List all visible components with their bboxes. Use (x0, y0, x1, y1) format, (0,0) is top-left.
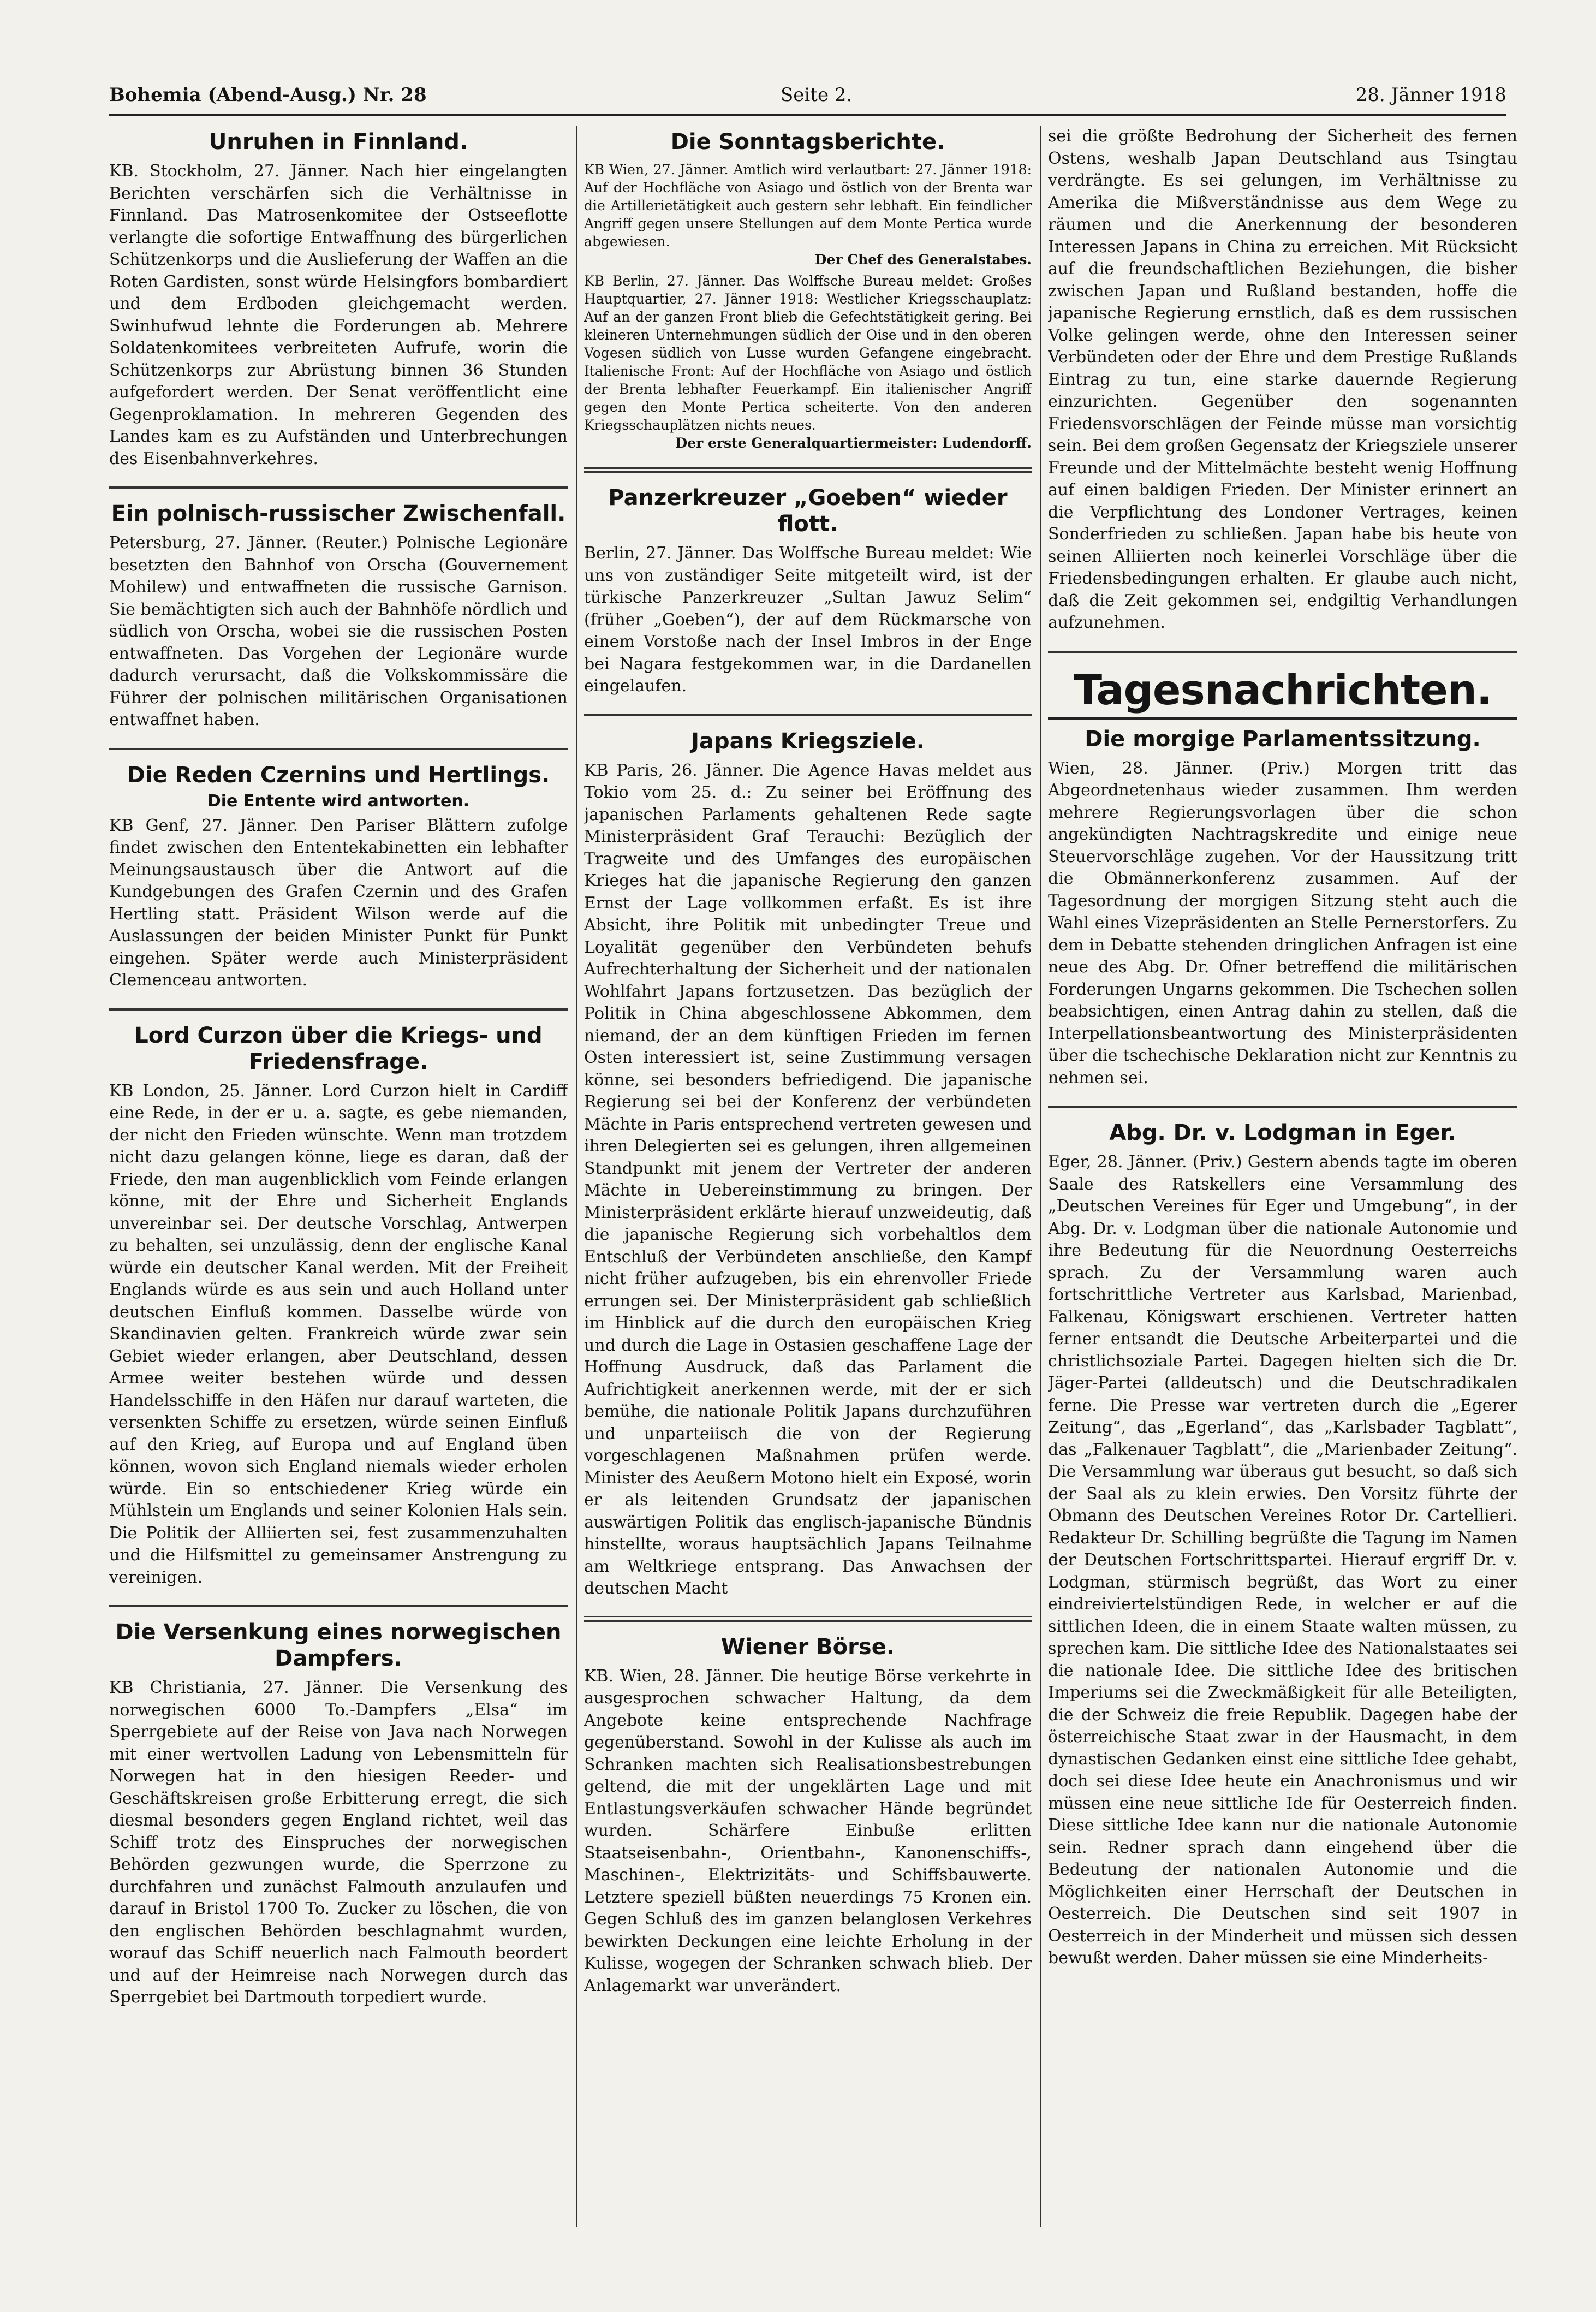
article-lodgman-eger (1048, 1120, 1517, 1970)
article-subhead: Die Entente wird antworten. (207, 791, 470, 811)
column-divider (1040, 126, 1041, 2227)
article-polnisch-russisch (109, 501, 568, 732)
article-japans-kriegsziele (584, 728, 1032, 1600)
article-body: KB Christiania, 27. Jänner. Die Versenkung des norwegischen 6000 To.-Dampfers „Elsa“ im Sperrgebiete auf der Reise von Java nach Norwegen mit einer wertvollen Ladung von Lebensmitteln für Norwegen hat in den hiesigen Reeder- und Geschäftskreisen große Erbitterung erregt, die sich diesmal besonders gegen England richtet, weil das Schiff trotz des Einspruches der norwegischen Behörden gezwungen wurde, die Sperrzone zu durchfahren und zunächst Falmouth anzulaufen und darauf in Bristol 1700 To. Zucker zu löschen, die von den englischen Behörden beschlagnahmt wurden, worauf das Schiff neuerlich nach Falmouth beordert und auf der Heimreise nach Norwegen durch das Sperrgebiet bei Dartmouth torpediert wurde. (109, 1678, 568, 2007)
article-body: KB. Wien, 28. Jänner. Die heutige Börse verkehrte in ausgesprochen schwacher Haltung, da dem Angebote keine entsprechende Nachfrage gegenüberstand. Sowohl in der Kulisse als auch im Schranken machten sich Realisationsbestrebungen geltend, die mit der ungeklärten Lage und mit Entlastungsverkäufen schwacher Hände begründet wurden. Schärfere Einbuße erlitten Staatseisenbahn-, Orientbahn-, Kanonenschiffs-, Maschinen-, Elektrizitäts- und Schiffsbauwerte. Letztere speziell büßten neuerdings 75 Kronen ein. Gegen Schluß des im ganzen belanglosen Verkehres bewirkten Deckungen eine leichte Erholung in der Kulisse, wogegen der Schranken schwach blieb. Der Anlagemarkt war unverändert. (584, 1666, 1032, 1995)
article-separator (584, 714, 1032, 716)
column-right (1048, 126, 1517, 1986)
article-headline: Die Sonntagsberichte. (670, 129, 945, 154)
article-headline: Wiener Börse. (720, 1634, 895, 1660)
article-separator (1048, 1106, 1517, 1108)
article-parlamentssitzung (1048, 726, 1517, 1090)
article-signature: Der Chef des Generalstabes. (814, 252, 1032, 268)
article-headline: Ein polnisch-russischer Zwischenfall. (111, 501, 566, 526)
article-body: KB. Stockholm, 27. Jänner. Nach hier eingelangten Berichten verschärfen sich die Verhältnisse in Finnland. Das Matrosenkomitee der Ostseeflotte verlangte die sofortige Entwaffnung des bürgerlichen Schützenkorps und die Auslieferung der Waffen an die Roten Gardisten, sonst würde Helsingfors bombardiert und dem Erdboden gleichgemacht werden. Swinhufwud lehnte die Forderungen ab. Mehrere Soldatenkomitees verbreiteten Aufrufe, worin die Schützenkorps zur Abrüstung binnen 36 Stunden aufgefordert werden. Der Senat veröffentlicht eine Gegenproklamation. In mehreren Gegenden des Landes kam es zu Aufständen und Unterbrechungen des Eisenbahnverkehres. (109, 162, 568, 468)
article-separator (109, 748, 568, 750)
article-czernin-hertling (109, 762, 568, 992)
article-headline: Abg. Dr. v. Lodgman in Eger. (1109, 1120, 1456, 1145)
page-number: Seite 2. (781, 84, 853, 106)
article-headline: Die Versenkung eines norwegischen Dampfers. (115, 1620, 562, 1671)
article-body: Berlin, 27. Jänner. Das Wolffsche Bureau meldet: Wie uns von zuständiger Seite mitgeteilt wird, ist der türkische Panzerkreuzer „Sultan Jawuz Selim“ (früher „Goeben“), der auf dem Rückmarsche von einem Vorstoße nach der Insel Imbros in der Enge bei Nagara festgekommen war, in die Dardanellen eingelaufen. (584, 544, 1032, 696)
article-body: KB Paris, 26. Jänner. Die Agence Havas meldet aus Tokio vom 25. d.: Zu seiner bei Eröffnung des japanischen Parlaments gehaltenen Rede sagte Ministerpräsident Graf Terauchi: Bezüglich der Tragweite und des Umfanges des europäischen Krieges hat die japanische Regierung den ganzen Ernst der Lage vollkommen erfaßt. Es ist ihre Absicht, ihre Politik mit unbedingter Treue und Loyalität gegenüber den Verbündeten behufs Aufrechterhaltung der Sicherheit und der nationalen Wohlfahrt Japans fortzusetzen. Das bezüglich der Politik in China abgeschlossene Abkommen, dem niemand, der an dem künftigen Frieden im fernen Osten interessiert ist, seine Zustimmung versagen könne, sei besonders befriedigend. Die japanische Regierung sei bei der Konferenz der verbündeten Mächte in Paris entsprechend vertreten gewesen und ihren Delegierten sei es gelungen, ihren allgemeinen Standpunkt mit jenem der Vertreter der anderen Mächte in Uebereinstimmung zu bringen. Der Ministerpräsident erklärte hierauf unzweideutig, daß die japanische Regierung sich vorbehaltlos dem Entschluß der Verbündeten anschließe, den Kampf nicht früher aufzugeben, bis ein ehrenvoller Friede errungen sei. Der Ministerpräsident gab schließlich im Hinblick auf die durch den europäischen Krieg und durch die Lage in Ostasien geschaffene Lage der Hoffnung Ausdruck, daß das Parlament die Aufrichtigkeit anerkennen werde, mit der er sich bemühe, die nationale Politik Japans durchzuführen und unparteiisch die von der Regierung vorgeschlagenen Maßnahmen prüfen werde. Minister des Aeußern Motono hielt ein Exposé, worin er als leitenden Grundsatz der japanischen auswärtigen Politik das englisch-japanische Bündnis hinstellte, woraus hauptsächlich Japans Teilnahme am Weltkriege entsprang. Das Anwachsen der deutschen Macht (584, 760, 1032, 1598)
article-body: KB Genf, 27. Jänner. Den Pariser Blättern zufolge findet zwischen den Ententekabinetten ein lebhafter Meinungsaustausch über die Antwort auf die Kundgebungen des Grafen Czernin und des Grafen Hertling statt. Präsident Wilson werde auf die Auslassungen der beiden Minister Punkt für Punkt eingehen. Später werde auch Ministerpräsident Clemenceau antworten. (109, 816, 568, 990)
section-rule (1048, 717, 1517, 720)
article-separator (584, 1616, 1032, 1622)
article-separator (584, 467, 1032, 473)
article-lord-curzon (109, 1023, 568, 1589)
article-wiener-boerse (584, 1634, 1032, 1998)
article-separator (109, 486, 568, 489)
article-goeben (584, 485, 1032, 698)
article-separator (109, 1605, 568, 1607)
article-signature: Der erste Generalquartiermeister: Ludendorff. (675, 435, 1032, 451)
article-body: Petersburg, 27. Jänner. (Reuter.) Polnische Legionäre besetzten den Bahnhof von Orscha (Gouvernement Mohilew) und entwaffneten die russische Garnison. Sie bemächtigten sich auch der Bahnhöfe nördlich und südlich von Orscha, wobei sie die russischen Posten entwaffneten. Das Vorgehen der Legionäre wurde dadurch verursacht, daß die Volkskommissäre die Führer der polnischen militärischen Organisationen entwaffnet haben. (109, 533, 568, 729)
column-left (109, 126, 568, 2025)
article-headline: Panzerkreuzer „Goeben“ wieder flott. (608, 485, 1008, 537)
article-versenkung-dampfer (109, 1619, 568, 2009)
article-sonntagsberichte (584, 129, 1032, 451)
article-headline: Die morgige Parlamentssitzung. (1085, 726, 1481, 752)
column-divider (576, 126, 577, 2227)
article-body: sei die größte Bedrohung der Sicherheit des fernen Ostens, weshalb Japan Deutschland aus Tsingtau verdrängte. Es sei gelungen, im Verhältnisse zu Amerika die Mißverständnisse aus dem Wege zu räumen und die Anerkennung der besonderen Interessen Japans in China zu erreichen. Mit Rücksicht auf die freundschaftlichen Beziehungen, die bisher zwischen Japan und Rußland bestanden, hoffe die japanische Regierung ernstlich, daß es dem russischen Volke gelingen werde, ohne den Interessen seiner Verbündeten oder der Ehre und dem Prestige Rußlands Eintrag zu tun, eine starke dauernde Regierung einzurichten. Gegenüber den sogenannten Friedensvorschlägen der Feinde müsse man vorsichtig sein. Bei dem großen Gegensatz der Kriegsziele unserer Freunde und der Mittelmächte besteht wenig Hoffnung auf einen baldigen Frieden. Der Minister erinnert an die Verpflichtung des Londoner Vertrages, keinen Sonderfrieden zu schließen. Japan habe bis heute von seinen Alliierten noch keinerlei Vorschläge über die Friedensbedingungen erhalten. Er glaube auch nicht, daß die Zeit gekommen sei, endgiltig Verhandlungen aufzunehmen. (1048, 127, 1517, 632)
article-japan-continued (1048, 126, 1517, 634)
article-body: KB Wien, 27. Jänner. Amtlich wird verlautbart: 27. Jänner 1918: Auf der Hochfläche von Asiago und östlich von der Brenta war die Artillerietätigkeit auch gestern sehr lebhaft. Ein feindlicher Angriff gegen unsere Stellungen auf dem Monte Pertica wurde abgewiesen. (584, 162, 1032, 249)
article-headline: Unruhen in Finnland. (209, 129, 468, 154)
article-body: Eger, 28. Jänner. (Priv.) Gestern abends tagte im oberen Saale des Ratskellers eine Versammlung des „Deutschen Vereines für Eger und Umgebung“, in der Abg. Dr. v. Lodgman über die nationale Autonomie und ihre Bedeutung für die Neuordnung Oesterreichs sprach. Zu der Versammlung waren auch fortschrittliche Vertreter aus Karlsbad, Marienbad, Falkenau, Königswart erschienen. Vertreter hatten ferner entsandt die Deutsche Arbeiterpartei und die christlichsoziale Partei. Dagegen hielten sich die Dr. Jäger-Partei (alldeutsch) und die Deutschradikalen ferne. Die Presse war vertreten durch die „Egerer Zeitung“, das „Egerland“, das „Karlsbader Tagblatt“, das „Falkenauer Tagblatt“, die „Marienbader Zeitung“. Die Versammlung war überaus gut besucht, so daß sich der Saal als zu klein erwies. Den Vorsitz führte der Obmann des Deutschen Vereines Rotor Dr. Cartellieri. Redakteur Dr. Schilling begrüßte die Tagung im Namen der Deutschen Fortschrittspartei. Hierauf ergriff Dr. v. Lodgman, stürmisch begrüßt, das Wort zu einer eindreiviertelstündigen Rede, in welcher er auf die sittlichen Ideen, die in einem Staate walten müssen, zu sprechen kam. Die sittliche Idee des Nationalstaates sei die nationale Idee. Die sittliche Idee des britischen Imperiums sei die Zweckmäßigkeit für alle Beteiligten, die der Schweiz die freie Republik. Dagegen habe der österreichische Staat zwar in der Hausmacht, in dem dynastischen Gedanken einst eine sittliche Idee gehabt, doch sei diese Idee heute ein Anachronismus und wir müssen eine neue sittliche Ide für Oesterreich finden. Diese sittliche Idee kann nur die nationale Autonomie sein. Redner sprach dann eingehend über die Bedeutung der nationalen Autonomie und die Möglichkeiten einer Herrschaft der Deutschen in Oesterreich. Die Deutschen sind seit 1907 in Oesterreich in der Minderheit und müssen sich dessen bewußt werden. Daher müssen sie eine Minderheits- (1048, 1152, 1517, 1968)
article-headline: Japans Kriegsziele. (691, 728, 925, 754)
article-separator (109, 1008, 568, 1011)
issue-date: 28. Jänner 1918 (1355, 84, 1506, 106)
masthead-edition: Bohemia (Abend-Ausg.) Nr. 28 (109, 84, 427, 106)
article-body: KB Berlin, 27. Jänner. Das Wolffsche Bureau meldet: Großes Hauptquartier, 27. Jänner 1918: Westlicher Kriegsschauplatz: Auf an der ganzen Front blieb die Gefechtstätigkeit gering. Bei kleineren Unternehmungen südlich der Oise und in den oberen Vogesen südlich von Lusse wurden Gefangene eingebracht. Italienische Front: Auf der Hochfläche von Asiago und östlich der Brenta lebhafter Feuerkampf. Ein italienischer Angriff gegen den Monte Pertica scheiterte. Von den anderen Kriegsschauplätzen nichts neues. (584, 273, 1032, 433)
article-headline: Lord Curzon über die Kriegs- und Friedensfrage. (134, 1023, 543, 1074)
article-separator (1048, 651, 1517, 653)
article-body: Wien, 28. Jänner. (Priv.) Morgen tritt das Abgeordnetenhaus wieder zusammen. Ihm werden mehrere Regierungsvorlagen über die schon angekündigten Nachtragskredite und einige neue Steuervorschläge zugehen. Vor der Haussitzung tritt die Obmännerkonferenz zusammen. Auf der Tagesordnung der morgigen Sitzung steht auch die Wahl eines Vizepräsidenten an Stelle Pernerstorfers. Zu dem in Debatte stehenden dringlichen Anfragen ist eine neue des Abg. Dr. Ofner betreffend die militärischen Forderungen Ungarns gekommen. Die Tschechen sollen beabsichtigen, einen Antrag dahin zu stellen, daß die Interpellationsbeantwortung des Ministerpräsidenten über die tschechische Deklaration nicht zur Kenntnis zu nehmen sei. (1048, 758, 1517, 1087)
column-middle (584, 126, 1032, 2013)
article-headline: Die Reden Czernins und Hertlings. (127, 762, 550, 788)
page-header (109, 81, 1506, 116)
section-title: Tagesnachrichten. (1074, 665, 1492, 714)
article-finnland (109, 129, 568, 470)
article-body: KB London, 25. Jänner. Lord Curzon hielt in Cardiff eine Rede, in der er u. a. sagte, es gebe niemanden, der nicht den Frieden wünschte. Wenn man trotzdem nicht dazu gelangen könne, liege es daran, daß der Friede, den man augenblicklich vom Feinde erlangen könne, mit der Ehre und Sicherheit Englands unvereinbar sei. Der deutsche Vorschlag, Antwerpen zu behalten, sei unzulässig, denn der englische Kanal würde ein deutscher Kanal werden. Mit der Freiheit Englands würde es aus sein und auch Holland unter deutschen Einfluß kommen. Dasselbe würde von Skandinavien gelten. Frankreich würde zwar sein Gebiet wieder erlangen, aber Deutschland, dessen Armee weiter bestehen würde und dessen Handelsschiffe in den Häfen nur darauf warteten, die versenkten Schiffe zu ersetzen, würde seinen Einfluß auf den Krieg, auf Europa und auf England üben können, wovon sich England niemals wieder erholen würde. Ein so entschiedener Krieg würde ein Mühlstein um Englands und seiner Kolonien Hals sein. Die Politik der Alliierten sei, fest zusammenzuhalten und die Hilfsmittel zu gemeinsamer Anstrengung zu vereinigen. (109, 1081, 568, 1587)
